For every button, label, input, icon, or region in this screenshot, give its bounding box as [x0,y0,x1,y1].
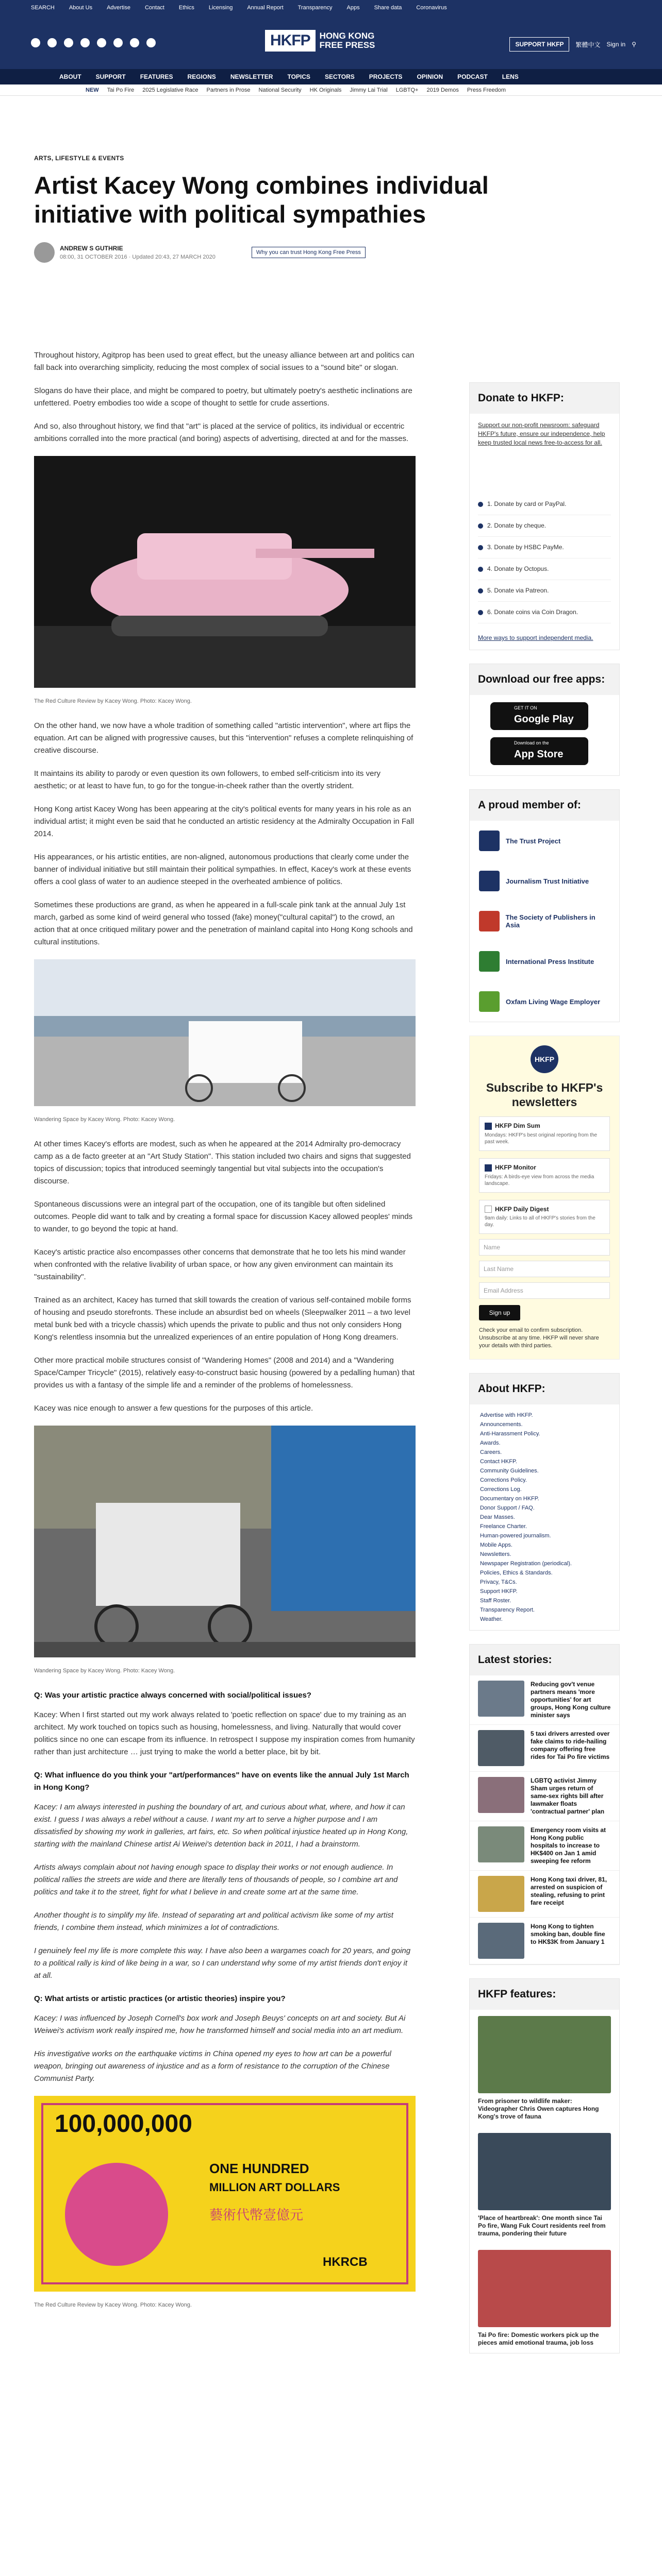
camper-tricycle-photo [34,1426,416,1657]
trust-link[interactable]: Why you can trust Hong Kong Free Press [252,247,366,258]
apps-widget [469,664,620,776]
article-category[interactable]: ARTS, LIFESTYLE & EVENTS [34,155,124,162]
member-logo[interactable] [470,901,619,941]
nav-lens[interactable]: LENS [502,73,519,80]
nav-podcast[interactable]: PODCAST [457,73,488,80]
banknote-line2: MILLION ART DOLLARS [209,2181,340,2194]
about-link[interactable]: Corrections Log. [480,1486,522,1493]
features-widget [469,1978,620,2353]
header-actions [509,37,636,52]
newsletter-desc: 9am daily: Links to all of HKFP's stories from the day. [485,1215,595,1228]
interview-question: Q: What influence do you think your "art/performances" have on events like the annual July 1st March in Hong Kong? [34,1771,409,1792]
topbar-about[interactable]: About Us [69,5,93,11]
paragraph: Hong Kong artist Kacey Wong has been appearing at the city's political events for many years in his role as an individual artist; it might even be said that he conducted an artistic residency at the Admiralty Occupation in Fall 2014. [34,805,415,838]
story-thumbnail [478,1777,524,1813]
article-header [34,155,627,263]
donate-more-link[interactable]: More ways to support independent media. [478,634,593,641]
banknote-amount: 100,000,000 [55,2110,192,2138]
paragraph: Kacey was nice enough to answer a few questions for the purposes of this article. [34,1404,313,1413]
article-body [34,349,416,2324]
threads-icon[interactable] [130,38,139,47]
about-link[interactable]: Contact HKFP. [480,1459,517,1465]
google-play-button[interactable] [490,702,588,730]
name-input[interactable]: Name [479,1239,610,1256]
social-icons [31,38,156,47]
about-link[interactable]: Community Guidelines. [480,1468,539,1475]
newsletter-option[interactable] [479,1200,610,1234]
app-store-button[interactable] [490,737,588,765]
donate-option[interactable] [478,602,611,623]
donate-option[interactable] [478,558,611,580]
donate-option-label: 5. Donate via Patreon. [487,587,549,594]
art-banknote-image [34,2096,416,2292]
paragraph: Other more practical mobile structures consist of "Wandering Homes" (2008 and 2014) and a "Wandering Space/Camper Tricycle" (2015), relatively easy-to-construct basic housing (powered by a pedalling human) that provides us with a fantasy of the simple life and a reminder of the problems of homelessness. [34,1356,415,1389]
topbar-share-data[interactable]: Share data [374,5,402,11]
donate-option-label: 3. Donate by HSBC PayMe. [487,544,564,551]
feature-title: 'Place of heartbreak': One month since Tai Po fire, Wang Fuk Court residents reel from trauma, pondering their future [478,2214,606,2238]
donate-option-label: 6. Donate coins via Coin Dragon. [487,608,578,616]
story-title: Hong Kong to tighten smoking ban, double fine to HK$3K from January 1 [531,1923,605,1946]
nav-regions[interactable]: REGIONS [187,73,216,80]
topbar-ethics[interactable]: Ethics [178,5,194,11]
newsletter-option[interactable] [479,1116,610,1151]
top-utility-bar [0,0,662,15]
members-widget [469,789,620,1022]
wandering-space-photo [34,959,416,1106]
sidebar [469,382,620,2367]
newsletter-name: HKFP Daily Digest [495,1205,549,1213]
google-play-small: GET IT ON [514,705,537,710]
interview-question: Q: Was your artistic practice always concerned with social/political issues? [34,1691,311,1700]
latest-title: Latest stories: [470,1645,619,1675]
nav-opinion[interactable]: OPINION [417,73,443,80]
pink-tank-photo [34,456,416,688]
trending-bar [0,84,662,96]
newsletter-desc: Mondays: HKFP's best original reporting from the past week. [485,1132,598,1145]
language-link[interactable]: 繁體中文 [575,41,601,48]
about-link[interactable]: Human-powered journalism. [480,1533,551,1539]
about-link[interactable]: Dear Masses. [480,1514,515,1521]
story-title: 5 taxi drivers arrested over fake claims to ride-hailing company offering free rides for Tai Po fire victims [531,1730,610,1761]
paragraph: His appearances, or his artistic entities, are non-aligned, autonomous productions that clearly come under the banner of individual initiative but still maintain their political sympathies. In effect, Kacey's work at these events offers a cool glass of water to an audience steeped in the overheated ambience of politics. [34,853,411,886]
latest-widget [469,1644,620,1965]
about-link[interactable]: Policies, Ethics & Standards. [480,1570,553,1577]
member-name: International Press Institute [506,957,594,965]
nav-features[interactable]: FEATURES [140,73,173,80]
coin-icon [478,610,483,615]
feature-thumbnail [478,2133,611,2210]
feature-thumbnail [478,2250,611,2327]
paragraph: Throughout history, Agitprop has been used to great effect, but the uneasy alliance between art and politics can fall back into overarching simplicity, reducing the most complex of social issues to a "sound bite" or slogan. [34,351,415,372]
feature-item[interactable] [470,2127,619,2244]
about-link[interactable]: Documentary on HKFP. [480,1496,539,1502]
checkbox-unchecked-icon[interactable] [485,1206,492,1213]
newsletter-note: Check your email to confirm subscription. Unsubscribe at any time. HKFP will never share your details with third parties. [479,1327,599,1349]
story-thumbnail [478,1730,524,1766]
about-link[interactable]: Corrections Policy. [480,1477,527,1484]
newsletter-logo: HKFP [531,1045,558,1073]
member-name: Oxfam Living Wage Employer [506,997,601,1006]
figure-caption: Wandering Space by Kacey Wong. Photo: Kacey Wong. [34,1668,175,1674]
support-button[interactable]: SUPPORT HKFP [509,37,569,52]
topbar-apps[interactable]: Apps [346,5,360,11]
figure-camper [34,1426,416,1677]
youtube-icon[interactable] [80,38,90,47]
nav-topics[interactable]: TOPICS [287,73,310,80]
paragraph: At other times Kacey's efforts are modest, such as when he appeared at the 2014 Admiralty pro-democracy camp as a de facto greeter at an "Art Study Station". This station included two chairs and signs that suggested topics of discussion; topics that introduced seemingly tangential but vital subjects into the occupation's discourse. [34,1140,411,1185]
story-item[interactable] [470,1871,619,1918]
about-link[interactable]: Privacy, T&Cs. [480,1579,517,1586]
about-link[interactable]: Transparency Report. [480,1607,535,1614]
interview-answer: Another thought is to simplify my life. Instead of separating art and political activism like some of my artist friends, I combine them instead, which minimizes a lot of contradictions. [34,1911,393,1932]
donate-option[interactable] [478,537,611,558]
feature-thumbnail [478,2016,611,2093]
story-title: Reducing gov't venue partners means 'more opportunities' for art groups, Hong Kong culture minister says [531,1681,611,1719]
figure-caption: Wandering Space by Kacey Wong. Photo: Kacey Wong. [34,1116,175,1123]
logo-mark: HKFP [265,30,316,52]
topbar-advertise[interactable]: Advertise [107,5,130,11]
trending-item[interactable]: Tai Po Fire [107,87,135,93]
author-name[interactable]: ANDREW S GUTHRIE [60,245,123,252]
trending-item[interactable]: 2025 Legislative Race [142,87,198,93]
instagram-icon[interactable] [64,38,73,47]
trending-item[interactable]: Jimmy Lai Trial [350,87,388,93]
interview-answer: I genuinely feel my life is more complete this way. I have also been a wargames coach for 20 years, and going to a political rally is kind of like being in a war, so I can understand why some of my artist friends don't enjoy it at all. [34,1946,411,1980]
newsletter-desc: Fridays: A birds-eye view from across the media landscape. [485,1174,594,1187]
story-title: LGBTQ activist Jimmy Sham urges return of same-sex rights bill after lawmaker floats 'contractual partner' plan [531,1777,605,1816]
byline [34,242,627,263]
signin-link[interactable]: Sign in [606,41,626,48]
patreon-icon [478,588,483,594]
member-logo[interactable] [470,861,619,901]
sopa-icon [479,911,500,931]
feature-item[interactable] [470,2010,619,2127]
figure-banknote [34,2096,416,2311]
topbar-coronavirus[interactable]: Coronavirus [416,5,447,11]
telegram-icon[interactable] [113,38,123,47]
story-item[interactable] [470,1821,619,1871]
ipi-icon [479,951,500,972]
story-item[interactable] [470,1725,619,1772]
signup-button[interactable]: Sign up [479,1305,520,1320]
donate-widget [469,382,620,650]
about-widget [469,1373,620,1631]
interview-answer: Kacey: I am always interested in pushing the boundary of art, and curious about what, where, and how it can exist. I guess I was always a rebel without a cause. I want my art to serve a higher purpose and I am dissatisfied by showing my work in galleries, art fairs, etc. So when political injustice heated up in Hong Kong, starting with the mainland Chinese artist Ai Weiwei's detention back in 2011, I had a brainstorm. [34,1803,408,1849]
payme-icon [478,545,483,550]
about-link[interactable]: Newspaper Registration (periodical). [480,1561,572,1567]
app-store-small: Download on the [514,740,549,745]
interview-question: Q: What artists or artistic practices (or artistic theories) inspire you? [34,1994,286,2003]
cheque-icon [478,523,483,529]
feature-item[interactable] [470,2244,619,2353]
story-item[interactable] [470,1918,619,1964]
member-name: The Trust Project [506,837,561,845]
about-link[interactable]: Mobile Apps. [480,1542,512,1549]
member-name: The Society of Publishers in Asia [505,913,595,929]
trending-item[interactable]: Partners in Prose [206,87,251,93]
email-input[interactable]: Email Address [479,1282,610,1299]
about-link[interactable]: Announcements. [480,1421,523,1428]
about-link[interactable]: Newsletters. [480,1551,511,1558]
paragraph: And so, also throughout history, we find that "art" is placed at the service of politics, its individual or eccentric ambitions corralled into the more practical (and boring) aspects of advertising, directed at and for the masses. [34,422,409,443]
features-title: HKFP features: [470,1979,619,2010]
interview-answer: Kacey: When I first started out my work always related to 'poetic reflection on space' due to my training as an architect. My work touched on topics such as housing, homelessness, and living. Naturally that would cover politics since no one can escape from its influence. In retrospect I suppose my inspiration comes from humanity rather than just architecture … just trying to make the world a better place, bit by bit. [34,1710,415,1756]
interview-answer: Artists always complain about not having enough space to display their works or not enough audience. In political rallies the streets are wide and there are literally tens of thousands of people, so I combine art and politics and take it to the street, fight for what I believe in and create some art at the same time. [34,1863,398,1896]
paragraph: Trained as an architect, Kacey has turned that skill towards the creation of various self-contained mobile forms of housing and pseudo storefronts. These include an absurdist bed on wheels (Sleepwalker 2011 – a two level metal bunk bed with a tricycle chassis) which upends the private to public and thus not only considers Hong Kong's relentless insomnia but the unrealized experiences of an entire population of Hong Kong dreamers. [34,1296,411,1342]
member-logo[interactable] [470,821,619,861]
member-logo[interactable] [470,981,619,1022]
figure-caption: The Red Culture Review by Kacey Wong. Photo: Kacey Wong. [34,698,192,704]
about-title: About HKFP: [470,1374,619,1404]
about-link[interactable]: Freelance Charter. [480,1523,527,1530]
newsletter-option[interactable] [479,1158,610,1193]
about-link[interactable]: Anti-Harassment Policy. [480,1431,540,1437]
checkbox-checked-icon[interactable] [485,1123,492,1130]
site-logo[interactable] [265,30,375,52]
publish-date: 08:00, 31 OCTOBER 2016 · Updated 20:43, 27 MARCH 2020 [60,254,216,260]
checkbox-checked-icon[interactable] [485,1164,492,1172]
banknote-chinese: 藝術代幣壹億元 [209,2208,304,2223]
site-header [0,15,662,69]
oxfam-icon [479,991,500,1012]
trending-item[interactable]: HK Originals [309,87,342,93]
paragraph: Slogans do have their place, and might be compared to poetry, but ultimately poetry's aesthetic inclinations are unfettered. Poetry embodies too wide a scope of thought to settle for crude assertions. [34,386,412,408]
search-icon[interactable]: ⚲ [632,41,636,48]
about-link[interactable]: Donor Support / FAQ. [480,1505,535,1512]
story-item[interactable] [470,1772,619,1821]
app-store-label: App Store [514,748,564,760]
about-link[interactable]: Awards. [480,1440,501,1447]
logo-wordmark [320,31,375,50]
about-link[interactable]: Advertise with HKFP. [480,1412,533,1419]
topbar-search[interactable]: SEARCH [31,5,55,11]
newsletter-widget [469,1036,620,1360]
last-name-input[interactable]: Last Name [479,1261,610,1277]
about-link[interactable]: Weather. [480,1616,503,1623]
story-item[interactable] [470,1675,619,1725]
donate-option-label: 1. Donate by card or PayPal. [487,500,567,507]
jti-icon [479,871,500,891]
figure-wandering-space [34,959,416,1126]
story-thumbnail [478,1826,524,1862]
main-nav [0,69,662,84]
paragraph: It maintains its ability to parody or even question its own followers, to embed self-criticism into its very aesthetic; or at least to have fun, to go for the tongue-in-cheek rather than the overtly strident. [34,769,380,790]
trust-project-icon [479,831,500,851]
donate-option[interactable] [478,515,611,537]
figure-pink-tank [34,456,416,707]
about-list [470,1404,619,1630]
article-title: Artist Kacey Wong combines individual initiative with political sympathies [34,172,489,228]
topbar-transparency[interactable]: Transparency [297,5,333,11]
trending-item[interactable]: LGBTQ+ [395,87,419,93]
paragraph: On the other hand, we now have a whole tradition of something called "artistic intervention", where art flips the equation. Art can be aligned with progressive causes, but this "intervention" refuses a complete relinquishing of creative discourse. [34,721,413,755]
topbar-annual-report[interactable]: Annual Report [247,5,284,11]
story-thumbnail [478,1876,524,1912]
paragraph: Sometimes these productions are grand, as when he appeared in a full-scale pink tank at the annual July 1st march, garbed as some kind of weird general who tossed (fake) money("cultural capital") to the crowd, an action that at once critiqued military power and the penetration of mainland capital into Hong Kong schools and cultural institutions. [34,901,413,946]
donate-option-label: 4. Donate by Octopus. [487,565,549,572]
logo-line2: FREE PRESS [319,40,375,50]
story-title: Hong Kong taxi driver, 81, arrested on suspicion of stealing, refusing to print fare receipt [531,1876,607,1907]
trending-item[interactable]: 2019 Demos [426,87,459,93]
story-thumbnail [478,1681,524,1717]
about-link[interactable]: Support HKFP. [480,1588,518,1595]
facebook-icon[interactable] [31,38,40,47]
nav-projects[interactable]: PROJECTS [369,73,403,80]
trending-label: NEW [86,87,99,93]
card-icon [478,502,483,507]
trending-item[interactable]: Press Freedom [467,87,506,93]
donate-option[interactable] [478,580,611,602]
donate-option[interactable] [478,494,611,515]
interview-answer: Kacey: I was influenced by Joseph Cornell's box work and Joseph Beuys' concepts on art and society. But Ai Weiwei's activism work really inspired me, how he transformed himself and social media into an art medium. [34,2014,406,2035]
interview-answer: His investigative works on the earthquake victims in China opened my eyes to how art can be a powerful weapon, bringing out awareness of injustice and as a form of resistance to the corruption of the Chinese Communist Party. [34,2049,391,2083]
topbar-licensing[interactable]: Licensing [208,5,233,11]
banknote-code: HKRCB [323,2255,368,2269]
author-avatar [34,242,55,263]
linkedin-icon[interactable] [97,38,106,47]
nav-sectors[interactable]: SECTORS [324,73,355,80]
nav-support[interactable]: SUPPORT [95,73,126,80]
story-title: Emergency room visits at Hong Kong public hospitals to increase to HK$400 on Jan 1 amid sweeping fee reform [531,1826,606,1865]
donate-option-label: 2. Donate by cheque. [487,522,547,529]
paragraph: Kacey's artistic practice also encompasses other concerns that demonstrate that he too lets his mind wander when confronted with the relative livability of urban space, or how any given environment can maintain its "sustainability". [34,1248,406,1281]
newsletter-name: HKFP Monitor [495,1163,536,1171]
nav-newsletter[interactable]: NEWSLETTER [230,73,273,80]
story-thumbnail [478,1923,524,1959]
twitter-icon[interactable] [47,38,57,47]
about-link[interactable]: Careers. [480,1449,502,1456]
paragraph: Spontaneous discussions were an integral part of the occupation, one of its tangible but often sidelined outcomes. People did want to talk and by creating a formal space for discussion Kacey allowed peoples' minds to wander, to go beyond the topic at hand. [34,1200,413,1233]
octopus-icon [478,567,483,572]
apps-title: Download our free apps: [470,664,619,695]
rss-icon[interactable] [146,38,156,47]
feature-title: From prisoner to wildlife maker: Videographer Chris Owen captures Hong Kong's trove of fauna [478,2097,599,2121]
donate-intro[interactable]: Support our non-profit newsroom: safeguard HKFP's future, ensure our independence, help keep trusted local news free-to-access for all. [478,421,605,446]
nav-about[interactable]: ABOUT [59,73,81,80]
newsletter-title: Subscribe to HKFP's newsletters [486,1081,603,1109]
google-play-label: Google Play [514,713,574,725]
member-name: Journalism Trust Initiative [506,877,589,885]
members-title: A proud member of: [470,790,619,821]
logo-line1: HONG KONG [319,31,375,41]
trending-item[interactable]: National Security [258,87,302,93]
figure-caption: The Red Culture Review by Kacey Wong. Photo: Kacey Wong. [34,2302,192,2308]
newsletter-name: HKFP Dim Sum [495,1122,540,1129]
donate-title: Donate to HKFP: [470,383,619,414]
feature-title: Tai Po fire: Domestic workers pick up the pieces amid emotional trauma, job loss [478,2331,599,2347]
topbar-contact[interactable]: Contact [144,5,164,11]
member-logo[interactable] [470,941,619,981]
banknote-line1: ONE HUNDRED [209,2161,309,2176]
about-link[interactable]: Staff Roster. [480,1598,511,1604]
